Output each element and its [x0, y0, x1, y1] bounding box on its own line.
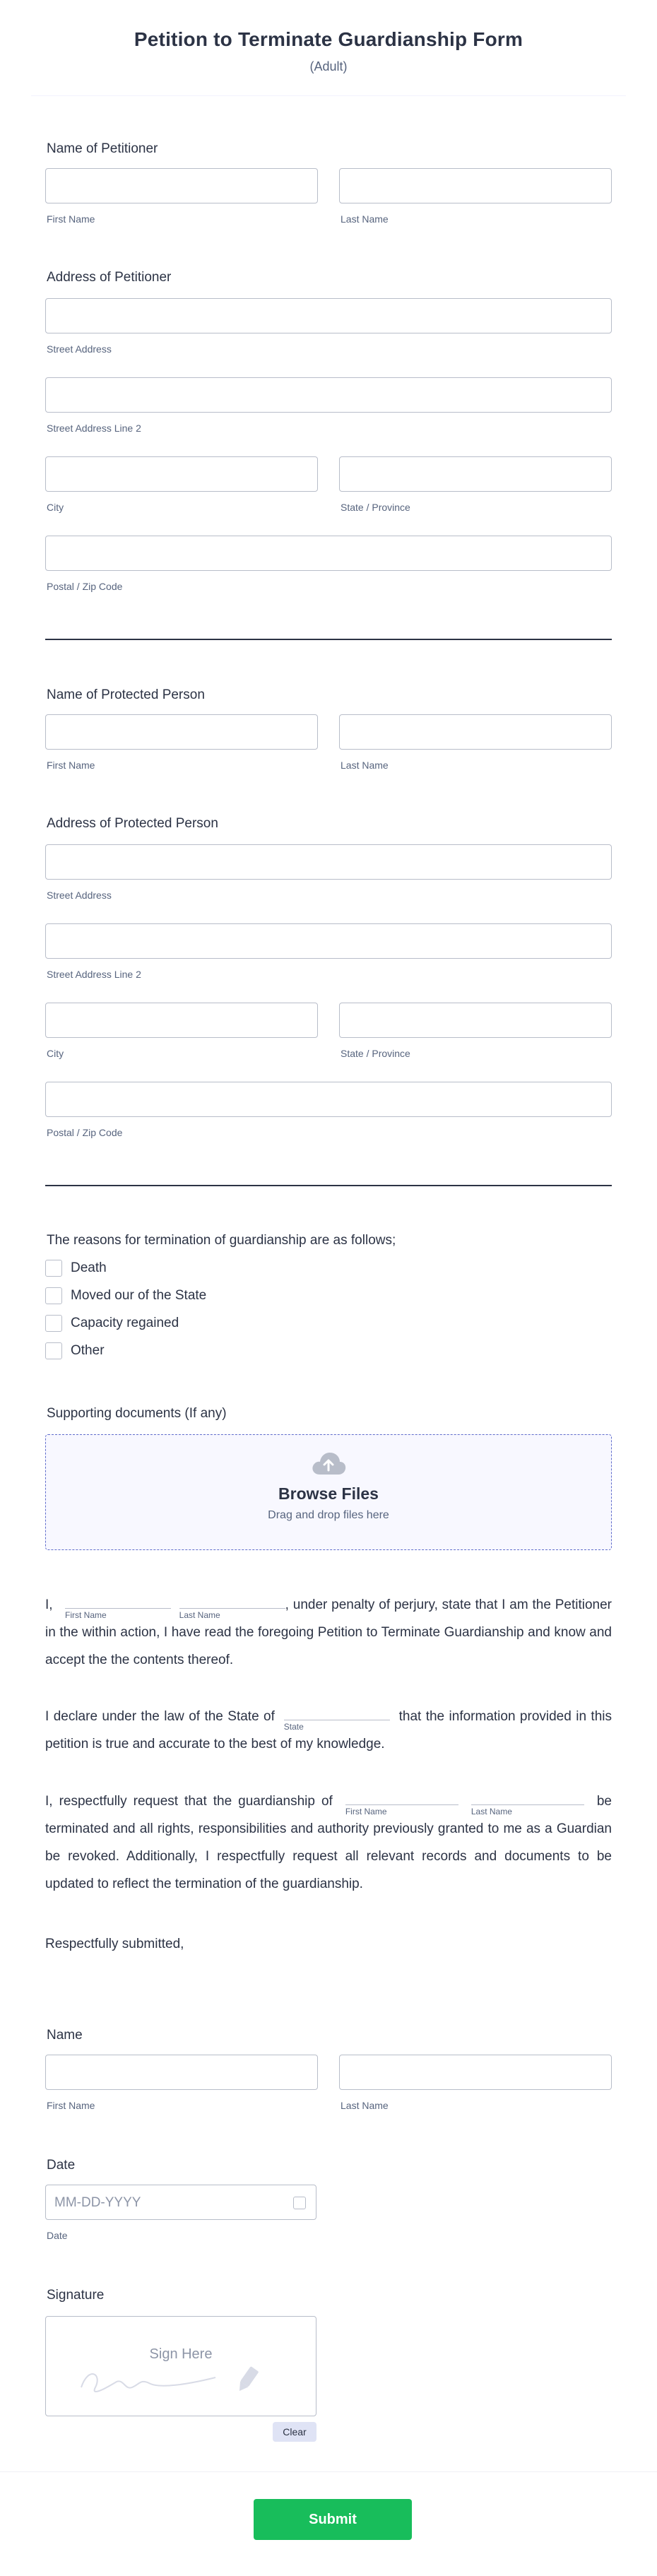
- state-sublabel: State / Province: [341, 1048, 410, 1059]
- last-name-caption: Last Name: [470, 1807, 512, 1816]
- section-divider: [45, 639, 612, 640]
- drag-drop-hint: Drag and drop files here: [268, 1509, 389, 1521]
- checkbox-label: Capacity regained: [71, 1316, 179, 1330]
- state-sublabel: State / Province: [341, 502, 410, 513]
- zip-sublabel: Postal / Zip Code: [47, 1127, 123, 1138]
- statement-protected-first-name-input[interactable]: [345, 1790, 458, 1816]
- petitioner-street2-input[interactable]: [45, 377, 612, 413]
- date-input[interactable]: [45, 2185, 316, 2220]
- state-caption: State: [283, 1722, 304, 1732]
- first-name-caption: First Name: [345, 1807, 387, 1816]
- statement-petitioner-section: [45, 1591, 612, 1683]
- protected-address-label: Address of Protected Person: [47, 816, 218, 831]
- first-name-caption: First Name: [65, 1610, 107, 1620]
- signer-first-name-input[interactable]: [45, 2055, 318, 2090]
- petitioner-name-section: [45, 141, 612, 233]
- statement-declare: [45, 1703, 612, 1758]
- petitioner-city-input[interactable]: [45, 456, 318, 492]
- signer-last-name-input[interactable]: [339, 2055, 612, 2090]
- checkbox-label: Moved our of the State: [71, 1288, 207, 1303]
- last-name-sublabel: Last Name: [341, 2100, 389, 2111]
- signer-name-section: [45, 2028, 612, 2120]
- reason-checkbox-death[interactable]: [45, 1260, 107, 1277]
- zip-sublabel: Postal / Zip Code: [47, 581, 123, 592]
- statement-text: , under penalty of perjury, state that I am the Petitioner in the within action, I have read the foregoing Petition to Terminate Guardianship and know and accept the the contents thereof.: [45, 1597, 612, 1667]
- closing-section: [45, 1930, 612, 1958]
- checkbox[interactable]: [45, 1287, 62, 1304]
- protected-name-section: [45, 687, 612, 779]
- protected-first-name-input[interactable]: [45, 714, 318, 750]
- reason-checkbox-other[interactable]: [45, 1342, 105, 1359]
- protected-street-input[interactable]: [45, 844, 612, 880]
- form-header: [31, 0, 626, 96]
- statement-protected-last-name-input[interactable]: [470, 1790, 584, 1816]
- checkbox-label: Death: [71, 1260, 107, 1275]
- reasons-section: [45, 1233, 612, 1367]
- statement-declare-section: [45, 1703, 612, 1766]
- statement-text: that the information provided in this petition is true and accurate to the best of my knowledge.: [45, 1709, 612, 1751]
- form-subtitle: (Adult): [309, 59, 348, 73]
- statement-state-input[interactable]: [283, 1705, 390, 1732]
- checkbox[interactable]: [45, 1342, 62, 1359]
- statement-text: I,: [45, 1597, 53, 1612]
- statement-text: be terminated and all rights, responsibilities and authority previously granted to me as a Guardian be revoked. Additionally, I respectfully request all relevant records and documents to be updated to reflect the termination of the guardianship.: [45, 1794, 612, 1891]
- city-sublabel: City: [47, 502, 64, 513]
- statement-text: I declare under the law of the State of: [45, 1709, 275, 1724]
- petitioner-address-section: [45, 270, 612, 595]
- last-name-sublabel: Last Name: [341, 760, 389, 771]
- statement-request-section: [45, 1788, 612, 1908]
- statement-last-name-input[interactable]: [179, 1593, 285, 1620]
- protected-address-section: [45, 816, 612, 1141]
- protected-name-label: Name of Protected Person: [47, 687, 205, 702]
- browse-files-label[interactable]: Browse Files: [278, 1484, 379, 1503]
- clear-signature-button[interactable]: Clear: [273, 2422, 316, 2442]
- date-label: Date: [47, 2158, 76, 2173]
- signature-pad[interactable]: [45, 2316, 316, 2416]
- street2-sublabel: Street Address Line 2: [47, 423, 141, 434]
- protected-state-input[interactable]: [339, 1003, 612, 1038]
- last-name-caption: Last Name: [179, 1610, 220, 1620]
- petitioner-address-label: Address of Petitioner: [47, 270, 172, 285]
- protected-last-name-input[interactable]: [339, 714, 612, 750]
- petitioner-last-name-input[interactable]: [339, 168, 612, 203]
- statement-request: [45, 1788, 612, 1898]
- first-name-sublabel: First Name: [47, 213, 95, 225]
- checkbox[interactable]: [45, 1260, 62, 1277]
- signature-section: [45, 2288, 612, 2443]
- protected-city-input[interactable]: [45, 1003, 318, 1038]
- checkbox[interactable]: [45, 1315, 62, 1332]
- signature-label: Signature: [47, 2288, 105, 2303]
- last-name-sublabel: Last Name: [341, 213, 389, 225]
- protected-zip-input[interactable]: [45, 1082, 612, 1117]
- petitioner-street-input[interactable]: [45, 298, 612, 333]
- submit-button[interactable]: Submit: [254, 2499, 412, 2540]
- form-footer: [0, 2471, 657, 2576]
- reasons-label: The reasons for termination of guardianship are as follows;: [47, 1233, 396, 1248]
- petitioner-first-name-input[interactable]: [45, 168, 318, 203]
- protected-street2-input[interactable]: [45, 923, 612, 959]
- closing-text: Respectfully submitted,: [45, 1937, 184, 1951]
- city-sublabel: City: [47, 1048, 64, 1059]
- first-name-sublabel: First Name: [47, 2100, 95, 2111]
- statement-first-name-input[interactable]: [65, 1593, 171, 1620]
- date-placeholder: MM-DD-YYYY: [54, 2195, 141, 2210]
- statement-petitioner: [45, 1591, 612, 1674]
- street-sublabel: Street Address: [47, 343, 112, 355]
- street-sublabel: Street Address: [47, 890, 112, 901]
- reason-checkbox-capacity[interactable]: [45, 1315, 179, 1332]
- checkbox-label: Other: [71, 1343, 105, 1358]
- section-divider: [45, 1185, 612, 1186]
- form-title: Petition to Terminate Guardianship Form: [134, 28, 523, 50]
- first-name-sublabel: First Name: [47, 760, 95, 771]
- calendar-icon[interactable]: [293, 2197, 306, 2209]
- date-section: [45, 2158, 612, 2250]
- signer-name-label: Name: [47, 2028, 83, 2043]
- street2-sublabel: Street Address Line 2: [47, 969, 141, 980]
- petitioner-state-input[interactable]: [339, 456, 612, 492]
- reason-checkbox-moved[interactable]: [45, 1287, 206, 1304]
- sign-here-label: Sign Here: [149, 2346, 213, 2362]
- signature-scribble-icon: [46, 2317, 317, 2417]
- petitioner-zip-input[interactable]: [45, 536, 612, 571]
- statement-text: I, respectfully request that the guardianship of: [45, 1794, 333, 1809]
- documents-section: [45, 1406, 612, 1554]
- documents-label: Supporting documents (If any): [47, 1406, 227, 1421]
- petitioner-name-label: Name of Petitioner: [47, 141, 158, 156]
- date-sublabel: Date: [47, 2230, 68, 2241]
- file-upload-dropzone[interactable]: [45, 1434, 612, 1550]
- cloud-upload-icon: [310, 1451, 347, 1476]
